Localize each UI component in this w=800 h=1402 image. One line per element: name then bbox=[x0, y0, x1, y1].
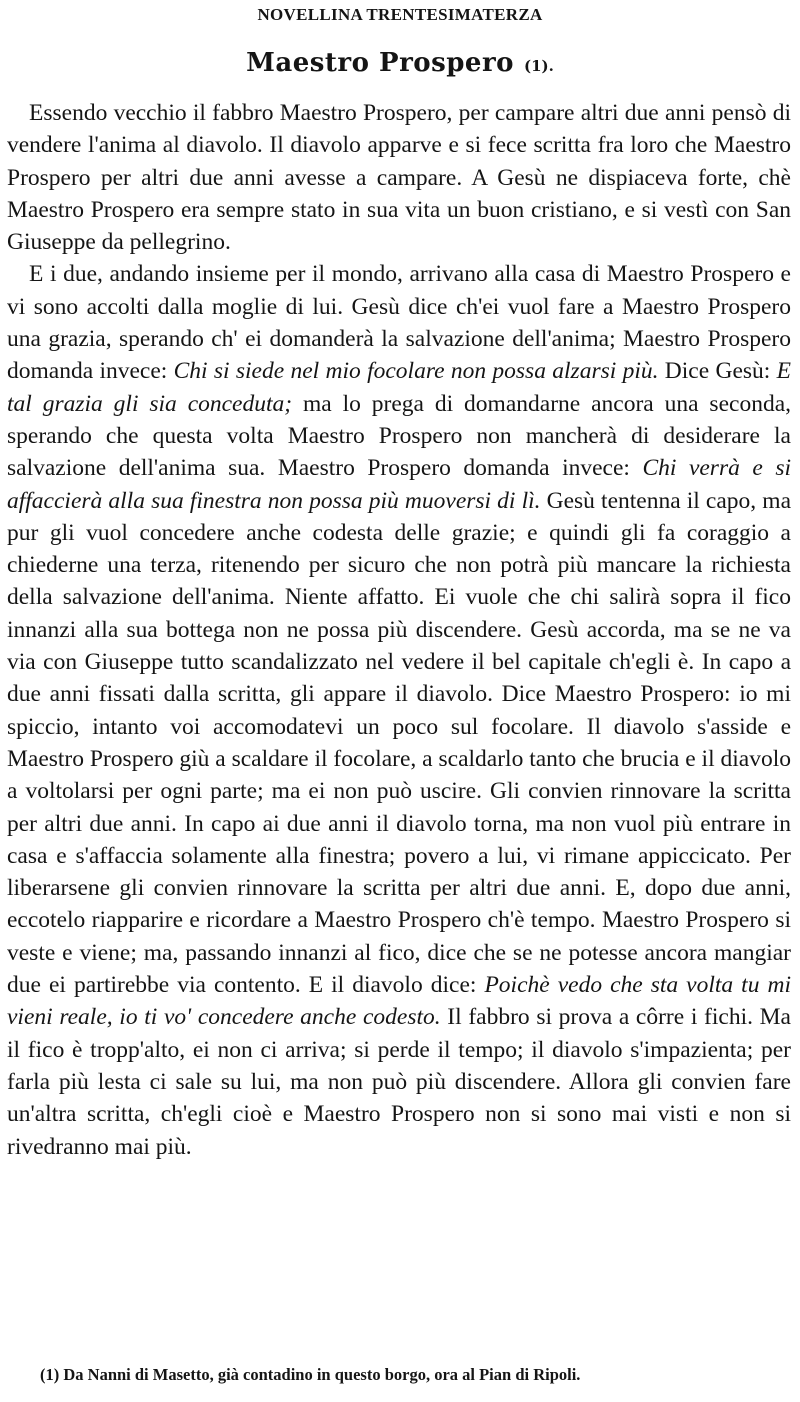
running-header: NOVELLINA TRENTESIMATERZA bbox=[257, 5, 543, 24]
italic-quote: Chi si siede nel mio focolare non possa alzarsi più. bbox=[173, 358, 659, 385]
paragraph-2 bbox=[7, 258, 791, 1162]
text-run: Essendo vecchio il fabbro Maestro Prospero, per campare altri due anni pensò di vendere l'anima al diavolo. Il diavolo apparve e si fece scritta fra loro che Maestro Prospero per altri due anni avesse a campare. A Gesù ne dispiaceva forte, chè Maestro Prospero era sempre stato in sua vita un buon cristiano, e si vestì con San Giuseppe da pellegrino. bbox=[7, 100, 791, 256]
story-body bbox=[7, 97, 791, 1163]
text-run: Dice Gesù: bbox=[658, 358, 777, 385]
title-footnote-marker: (1). bbox=[524, 57, 554, 75]
italic-quote: E tal grazia gli sia conceduta; bbox=[7, 358, 791, 417]
text-run: E i due, andando insieme per il mondo, arrivano alla casa di Maestro Prospero e vi sono accolti dalla moglie di lui. Gesù dice ch'ei vuol fare a Maestro Prospero una grazia, sperando ch' ei domanderà la salvazione dell'anima; Maestro Prospero domanda invece: bbox=[7, 261, 791, 385]
story-title-line bbox=[0, 48, 800, 78]
paragraph-1 bbox=[7, 97, 791, 258]
italic-quote: Chi verrà e si affaccierà alla sua finestra non possa più muoversi di lì. bbox=[7, 455, 791, 514]
text-run: Gesù tentenna il capo, ma pur gli vuol concedere anche codesta delle grazie; e quindi gli fa coraggio a chiederne una terza, ritenendo per sicuro che non potrà più mancare la richiesta della salvazione dell'anima. Niente affatto. Ei vuole che chi salirà sopra il fico innanzi alla sua bottega non ne possa più discendere. Gesù accorda, ma se ne va via con Giuseppe tutto scandalizzato nel vedere il bel capitale ch'egli è. In capo a due anni fissati dalla scritta, gli appare il diavolo. Dice Maestro Prospero: io mi spiccio, intanto voi accomodatevi un poco sul focolare. Il diavolo s'asside e Maestro Prospero giù a scaldare il focolare, a scaldarlo tanto che brucia e il diavolo a voltolarsi per ogni parte; ma ei non può uscire. Gli convien rinnovare la scritta per altri due anni. In capo ai due anni il diavolo torna, ma non vuol più entrare in casa e s'affaccia solamente alla finestra; povero a lui, vi rimane appiccicato. Per liberarsene gli convien rinnovare la scritta per altri due anni. E, dopo due anni, eccotelo riapparire e ricordare a Maestro Prospero ch'è tempo. Maestro Prospero si veste e viene; ma, passando innanzi al fico, dice che se ne potesse ancora mangiar due ei partirebbe via contento. E il diavolo dice: bbox=[7, 487, 791, 999]
text-run: Il fabbro si prova a côrre i fichi. Ma il fico è tropp'alto, ei non ci arriva; si perde il tempo; il diavolo s'impazienta; per farla più lesta ci sale su lui, ma non può più discendere. Allora gli convien fare un'altra scritta, ch'egli cioè e Maestro Prospero non si sono mai visti e non si rivedranno mai più. bbox=[7, 1004, 791, 1160]
story-title: Maestro Prospero bbox=[246, 48, 515, 78]
text-run: ma lo prega di domandarne ancora una seconda, sperando che questa volta Maestro Prospero non mancherà di desiderare la salvazione dell'anima sua. Maestro Prospero domanda invece: bbox=[7, 390, 791, 482]
italic-quote: Poichè vedo che sta volta tu mi vieni reale, io ti vo' concedere anche codesto. bbox=[7, 972, 791, 1031]
footnote: (1) Da Nanni di Masetto, già contadino in questo borgo, ora al Pian di Ripoli. bbox=[40, 1365, 581, 1384]
